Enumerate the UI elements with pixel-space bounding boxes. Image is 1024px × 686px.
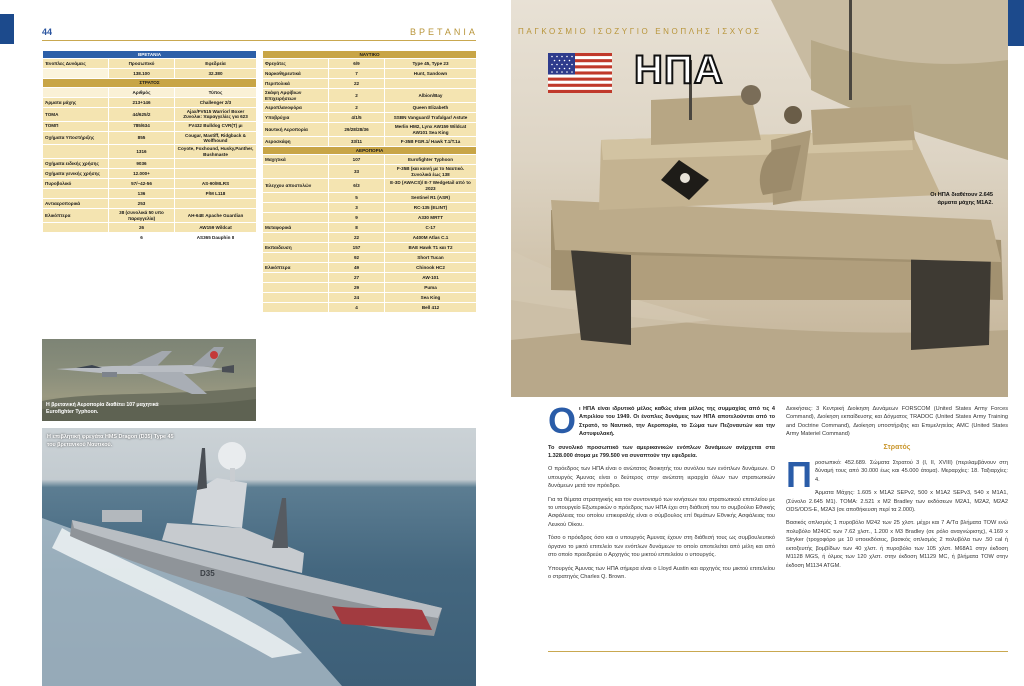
row-type: Short Tucan [385,253,477,263]
table-row [263,223,477,233]
table-row [43,121,257,131]
row-label: Περιπολικά [263,79,329,89]
row-number: 107 [329,155,385,165]
row-label [263,165,329,179]
row-number: 3 [329,203,385,213]
row-number: 6/3 [329,179,385,193]
row-label: Ναρκοθηρευτικά [263,69,329,79]
row-type: BAE Hawk T1 και T2 [385,243,477,253]
body-paragraph: Τόσο ο πρόεδρος όσο και ο υπουργός Άμυνας έχουν στη διάθεσή τους ως συμβουλευτικό όργανο το μικτό επιτελείο των ενόπλων δυνάμεων το οποίο αποτελείται από μέλη και από στο οποίο προεδρεύει ο Αρχηγός του μικτού επιτελείου ο υπουργός. [548,535,775,559]
row-type: AS365 Dauphin II [175,233,257,243]
row-label: Υποβρύχια [263,113,329,123]
table-row [263,283,477,293]
table-row [263,193,477,203]
col-active: Προσωπικό [109,59,175,69]
row-number: 33/11 [329,137,385,147]
row-label: Σκάφη Αμφίβιων Επιχειρήσεων [263,89,329,103]
row-label [43,145,109,159]
row-label [43,223,109,233]
row-number: 22 [329,79,385,89]
table-row [43,209,257,223]
table-row [263,179,477,193]
row-number: 253 [109,199,175,209]
table-row [43,189,257,199]
row-number: 157 [329,243,385,253]
row-label: Πυροβολικό [43,179,109,189]
row-type: Queen Elizabeth [385,103,477,113]
hms-dragon-photo [42,428,476,686]
table-row [263,113,477,123]
row-label: Έλεγχου αποστολών [263,179,329,193]
row-type: Challenger 2/3 [175,97,257,107]
page-tab-marker [0,14,14,44]
row-number: 22 [329,233,385,243]
row-number: 136 [109,189,175,199]
commands-paragraph: Διοικήσεις: 3 Κεντρική Διοίκηση Δυνάμεων FORSCOM (United States Army Forces Command), Διοίκηση εκπαίδευσης και Δόγματος TRADOC (United States Army Training and Doctrine Command), Διοίκηση υποστήριξης και Επιμελητείας AMC (United States Army Materiel Command) [786,406,1008,438]
row-number: 9 [329,213,385,223]
row-number: 6/9 [329,59,385,69]
left-page [0,0,506,686]
army-armament-paragraph: Βασικός οπλισμός 1 πυροβόλο M242 των 25 χλστ. μέχρι και 7 A/Tα βλήματα TOW ενώ πολυβόλο M240C των 7.62 χλστ., 1.200 x M3 Bradley (σε ρόλο αναγνώρισης), 4.169 x Stryker (τροχοφόρο με 10 υποεκδόσεις, βασικός οπλισμός 2 πολυβόλα των .50 cal ή εκτοξευτής βομβίδων των 40 χλστ. ή πυροβόλο των 105 χλστ. M68A1 στην έκδοση M1128 MGS, ή όλμος των 120 χλστ. στην έκδοση M1129 MC, ή βλήματα TOW στην έκδοση M1134 ATGM. [786,520,1008,569]
article-column-right [786,405,1008,575]
row-type: AS-90/MLRS [175,179,257,189]
blank-cell [43,87,109,97]
page-tab-marker [1008,0,1024,46]
row-type: Chinook HC2 [385,263,477,273]
blank-cell [43,69,109,79]
row-type: A330 MRTT [385,213,477,223]
table-row [263,263,477,273]
table-row [43,145,257,159]
table-row [43,159,257,169]
footer-rule [548,651,1008,652]
navy-section-title: ΝΑΥΤΙΚΟ [263,51,477,59]
table-row [43,199,257,209]
navy-rows [263,59,477,147]
body-paragraph: Υπουργός Άμυνας των ΗΠΑ σήμερα είναι ο Lloyd Austin και αρχηγός του μικτού επιτελείου ο στρατηγός Charles Q. Brown. [548,565,775,580]
country-title: ΗΠΑ [634,48,724,92]
row-label: Ναυτική Αεροπορία [263,123,329,137]
row-type: Hunt, Sandown [385,69,477,79]
dropcap-p: Π [786,454,812,496]
row-type: Merlin HM2, Lynx AW159 Wildcat AW101 Sea King [385,123,477,137]
row-type: RC-135 (ELINT) [385,203,477,213]
row-type: A400M Atlas C.1 [385,233,477,243]
row-type [175,199,257,209]
table-row [43,223,257,233]
table-row [43,169,257,179]
section-title: ΒΡΕΤΑΝΙΑ [410,27,478,37]
britain-army-rows [43,97,257,242]
table-row [263,165,477,179]
row-type: Ajax/FV515 Warrior/ Boxer Ζυνολικ: παραγγελίες για 623 [175,107,257,121]
tank-caption: Οι ΗΠΑ διαθέτουν 2.645 άρματα μάχης M1A2. [930,192,993,206]
body-paragraph: Για τα θέματα στρατηγικής και τον συντονισμό των κινήσεων του στρατιωτικού επιτελείου με το υπουργείο Εξωτερικών ο πρόεδρος των ΗΠΑ έχει στη διάθεσή του το συμβούλιο Εθνικής Ασφάλειας του οποίου επικεφαλής είναι ο σύμβουλος επί θεμάτων Εθνικής Ασφάλειας του Λευκού Οίκου. [548,496,775,528]
row-number: 2 [329,103,385,113]
table-row [43,179,257,189]
row-type: F-35B FGR.1/ Hawk T.1/T.1a [385,137,477,147]
row-label: Ελικόπτερα [263,263,329,273]
row-number: 9036 [109,159,175,169]
table-row [263,69,477,79]
row-type: Cougar, Mastiff, Ridgback & Wolfhound [175,131,257,145]
table-row [263,303,477,313]
army-section-title: ΣΤΡΑΤΟΣ [43,79,257,87]
col-reserve: Εφεδρεία [175,59,257,69]
row-label [263,293,329,303]
row-type: SSBN Vanguard/ Trafalgar/ Astute [385,113,477,123]
row-number: 213+146 [109,97,175,107]
row-label [263,253,329,263]
row-label [263,303,329,313]
table-row [263,103,477,113]
table-row [43,131,257,145]
row-type: Sentinel R1 (ASR) [385,193,477,203]
britain-table-title: ΒΡΕΤΑΝΙΑ [43,51,257,59]
row-type [175,159,257,169]
row-label: Αντιαεροπορικά [43,199,109,209]
row-number: 8 [329,223,385,233]
table-row [263,123,477,137]
row-number: 49 [329,263,385,273]
personnel-paragraph: Το συνολικό προσωπικό των αμερικανικών ενόπλων δυνάμεων ανέρχεται στα 1.328.000 άτομα με 799.500 να συναπτούν την εφεδρεία. [548,444,775,460]
row-label: Εκπαιδευση [263,243,329,253]
army-tanks-paragraph: Άρματα Μάχης: 1.605 x M1A2 SEPv2, 500 x M1A2 SEPv3, 540 x M1A1, (Σύνολο 2.645 M1). ΤΟΜΑ: 2.521 x M2 Bradley των εκδόσεων M2A1, M2A2, M2A2 ODS/ODS-E, M2A3 (σε αποθήκευση περί τα 2.000). [786,490,1008,514]
row-label [43,233,109,243]
row-label: Μαχητικά [263,155,329,165]
table-row [43,107,257,121]
table-row [263,243,477,253]
navy-air-table [262,50,477,313]
article-column-left [548,400,775,586]
air-force-rows [263,155,477,313]
hms-dragon-ship-illustration [42,428,476,686]
table-row [263,137,477,147]
row-number: 5 [329,193,385,203]
row-type: AW159 Wildcat [175,223,257,233]
ship-caption: Η επιβλητική φρεγάτα HMS Dragon (D35) Type 45 του βρετανικού Ναυτικού. [47,434,174,448]
row-type: AW-101 [385,273,477,283]
britain-forces-table [42,50,257,243]
row-number: 4 [329,303,385,313]
row-number: 1316 [109,145,175,159]
row-type: FV432 Bulldog CVR(T) μι [175,121,257,131]
row-type: Puma [385,283,477,293]
row-number: 7 [329,69,385,79]
row-number: 92 [329,253,385,263]
table-row [263,155,477,165]
row-number: 2 [329,89,385,103]
magazine-title: ΠΑΓΚΟΣΜΙΟ ΙΣΟΖΥΓΙΟ ΕΝΟΠΛΗΣ ΙΣΧΥΟΣ [518,27,762,36]
forces-label: Ένοπλες Δυνάμεις [43,59,109,69]
row-type: P/M L118 [175,189,257,199]
row-number: 29/28/28/36 [329,123,385,137]
row-number: 33 [329,165,385,179]
row-label: Αεροσκάφη [263,137,329,147]
row-number: 27 [329,273,385,283]
reserve-personnel: 32.380 [175,69,257,79]
row-type: C-17 [385,223,477,233]
row-type: AH-64E Apache Guardian [175,209,257,223]
row-type: Bell 412 [385,303,477,313]
row-label: ΤΟΜΑ [43,107,109,121]
table-row [263,203,477,213]
table-row [43,233,257,243]
right-page [511,0,1024,686]
row-label: Μεταφορικά [263,223,329,233]
body-paragraph: Ο πρόεδρος των ΗΠΑ είναι ο ανώτατος διοικητής του συνόλου των ενόπλων δυνάμεων. Ο υπουργός Άμυνας είναι ο δεύτερος στην ανώτατη ιεραρχία όλων των στρατιωτικών δυνάμεων μετά τον πρόεδρο. [548,466,775,490]
row-type: Sea King [385,293,477,303]
row-label: ΤΟΜΠ [43,121,109,131]
row-number: 6 [109,233,175,243]
table-row [263,213,477,223]
army-subheading: Στρατός [883,443,911,451]
row-number: 29 [329,283,385,293]
row-number: 44/625/2 [109,107,175,121]
intro-paragraph: ι ΗΠΑ είναι ιδρυτικό μέλος καθώς είναι μέλος της συμμαχίας από τις 4 Απριλίου του 1949. Οι ένοπλες δυνάμεις των ΗΠΑ αποτελούνται από το Στρατό, το Ναυτικό, την Αεροπορία, το Σώμα των Πεζοναυτών και την Αστυφυλακή. [579,406,775,438]
table-row [263,293,477,303]
row-label: Οχήματα ειδικής χρήσης [43,159,109,169]
row-label: Αεροπλανοφόρα [263,103,329,113]
row-type: F-35B (και κοινή με το Ναυτικό. Συνολικά έως 138 [385,165,477,179]
header-rule [42,40,476,41]
row-type: E-3D (AWACS)/ E-7 Wedgetail από το 2023 [385,179,477,193]
dropcap-o: Ο [548,400,577,441]
row-type [175,169,257,179]
row-label [263,193,329,203]
table-row [263,79,477,89]
row-label: Άρματα μάχης [43,97,109,107]
row-label [263,233,329,243]
row-number: 38 (συνολικά 50 υπο παραγγελία) [109,209,175,223]
page-number: 44 [42,27,53,37]
ship-hull-number: D35 [200,569,215,578]
row-label: Φρεγάτες [263,59,329,69]
eurofighter-photo [42,339,256,421]
row-label: Οχήματα Υποστήριξης [43,131,109,145]
row-number: 855 [109,131,175,145]
row-label [263,283,329,293]
row-type: Eurofighter Typhoon [385,155,477,165]
table-row [263,273,477,283]
row-label [263,203,329,213]
table-row [263,59,477,69]
row-type: Coyote, Foxhound, Husky,Panther, Bushmaste [175,145,257,159]
table-row [43,97,257,107]
row-type [385,79,477,89]
col-type: Τύπος [175,87,257,97]
row-label [263,213,329,223]
row-label: Ελικόπτερα [43,209,109,223]
row-type: Albion/Bay [385,89,477,103]
row-number: 26 [109,223,175,233]
row-label: Οχήματα γενικής χρήσης [43,169,109,179]
row-type: Type 45, Type 23 [385,59,477,69]
row-label [43,189,109,199]
jet-caption: Η βρετανική Αεροπορία διαθέτει 107 μαχητικά Eurofighter Typhoon. [46,402,159,415]
us-flag-icon [548,53,612,93]
table-row [263,233,477,243]
row-label [263,273,329,283]
air-section-title: ΑΕΡΟΠΟΡΙΑ [263,147,477,155]
row-number: 4/1/5 [329,113,385,123]
row-number: 57/~42-56 [109,179,175,189]
table-row [263,89,477,103]
row-number: 12.000+ [109,169,175,179]
row-number: 24 [329,293,385,303]
table-row [263,253,477,263]
row-number: 785/634 [109,121,175,131]
army-personnel-paragraph: ροσωπικό: 452.689. Σώματα Στρατού 3 (I, II, XVIII) (περιλαμβάνουν στη δύναμή τους από 30.000 έως και 45.000 άτομα). Μεραρχίες: 18. Ταξιαρχίες: 4. [815,460,1008,483]
active-personnel: 138.100 [109,69,175,79]
col-number: Αριθμός [109,87,175,97]
